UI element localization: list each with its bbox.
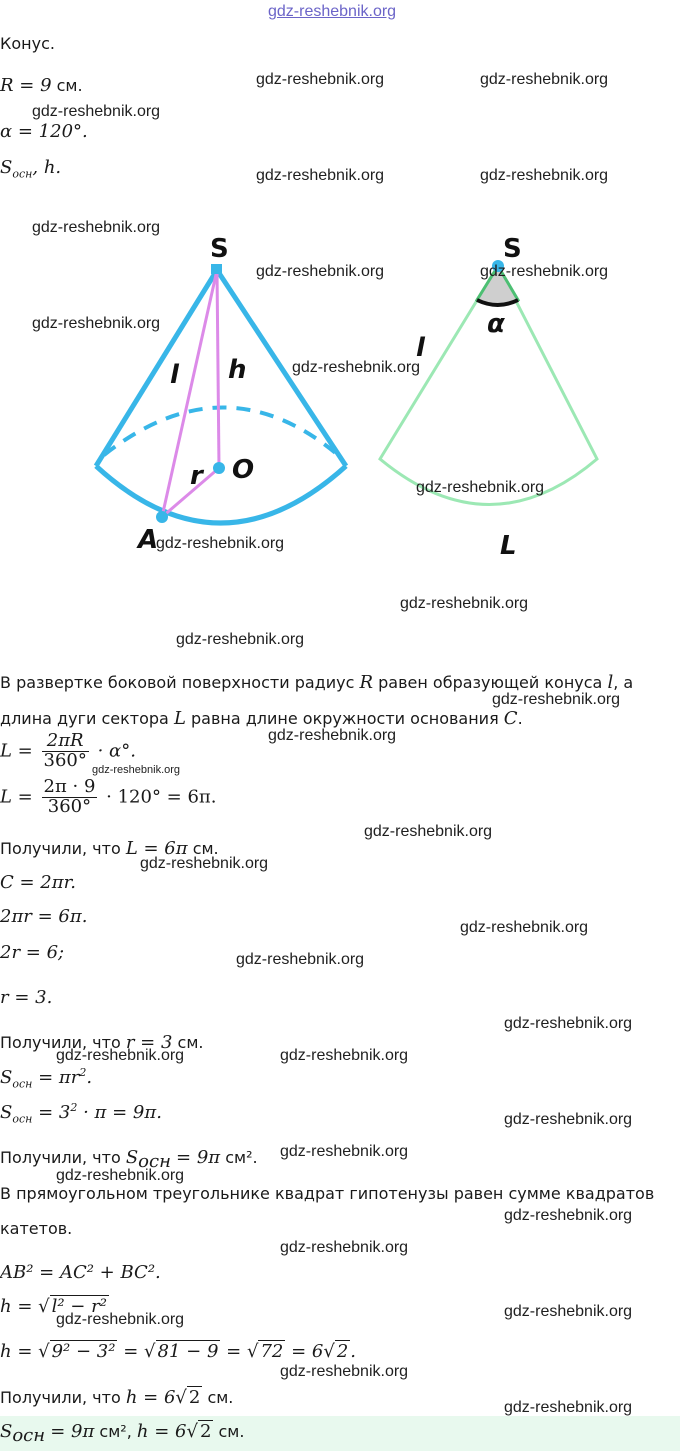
watermark: gdz-reshebnik.org bbox=[56, 1167, 185, 1184]
watermark: gdz-reshebnik.org bbox=[400, 595, 529, 612]
sector-label-arc: L bbox=[500, 531, 517, 561]
label-s: S bbox=[210, 234, 229, 264]
formula-base-area: $S_{осн} = \pi r^2$. bbox=[0, 1066, 93, 1091]
watermark: gdz-reshebnik.org bbox=[280, 1143, 409, 1160]
watermark: gdz-reshebnik.org bbox=[256, 263, 385, 280]
formula-base-area-value: $S_{осн} = 3^2 \cdot \pi = 9\pi$. bbox=[0, 1101, 162, 1126]
point-a bbox=[156, 511, 168, 523]
eq-2r: 2r = 6; bbox=[0, 942, 65, 963]
watermark: gdz-reshebnik.org bbox=[280, 1363, 409, 1380]
watermark: gdz-reshebnik.org bbox=[268, 727, 397, 744]
result-area: Получили, что $S_{осн} = 9\pi$ см². bbox=[0, 1147, 258, 1173]
watermark: gdz-reshebnik.org bbox=[480, 167, 609, 184]
watermark: gdz-reshebnik.org bbox=[56, 1311, 185, 1328]
answer-line: $S_{осн} = 9\pi$ см², h = 6√ 2 см. bbox=[0, 1421, 245, 1447]
sector-label-l: l bbox=[416, 333, 425, 363]
watermark: gdz-reshebnik.org bbox=[56, 1047, 185, 1064]
answer-box bbox=[0, 1416, 680, 1451]
watermark: gdz-reshebnik.org bbox=[176, 631, 305, 648]
eq-pythagoras: AB² = AC² + BC². bbox=[0, 1262, 161, 1283]
watermark: gdz-reshebnik.org bbox=[256, 167, 385, 184]
watermark: gdz-reshebnik.org bbox=[504, 1015, 633, 1032]
label-o: O bbox=[232, 455, 255, 485]
label-l: l bbox=[170, 360, 179, 390]
result-arc: Получили, что L = 6π см. bbox=[0, 838, 219, 859]
given-radius: R = 9 см. bbox=[0, 75, 83, 96]
formula-arc-length: L = $\frac{2\pi R}{360^\circ}$ · α°. bbox=[0, 730, 136, 771]
text-para-3: В прямоугольном треугольнике квадрат гипотенузы равен сумме квадратов bbox=[0, 1184, 655, 1203]
watermark: gdz-reshebnik.org bbox=[492, 691, 621, 708]
watermark: gdz-reshebnik.org bbox=[156, 535, 285, 552]
text-para-1: В развертке боковой поверхности радиус R равен образующей конуса l, а bbox=[0, 672, 634, 693]
eq-circumference: C = 2πr. bbox=[0, 872, 76, 893]
eq-r: r = 3. bbox=[0, 987, 53, 1008]
watermark: gdz-reshebnik.org bbox=[32, 315, 161, 332]
watermark: gdz-reshebnik.org bbox=[504, 1207, 633, 1224]
watermark: gdz-reshebnik.org bbox=[256, 71, 385, 88]
watermark: gdz-reshebnik.org bbox=[504, 1303, 633, 1320]
watermark: gdz-reshebnik.org bbox=[480, 71, 609, 88]
watermark: gdz-reshebnik.org bbox=[32, 219, 161, 236]
result-height: Получили, что h = 6√ 2 см. bbox=[0, 1387, 234, 1408]
sector-drawing bbox=[380, 234, 597, 561]
label-r: r bbox=[190, 461, 203, 491]
watermark: gdz-reshebnik.org bbox=[480, 263, 609, 280]
text-para-2: длина дуги сектора L равна длине окружности основания C. bbox=[0, 708, 523, 729]
center-point bbox=[213, 462, 225, 474]
sector-label-alpha: α bbox=[487, 309, 505, 339]
label-a: A bbox=[138, 525, 159, 555]
sector-label-s: S bbox=[503, 234, 522, 264]
watermark: gdz-reshebnik.org bbox=[364, 823, 493, 840]
result-radius: Получили, что r = 3 см. bbox=[0, 1032, 204, 1053]
watermark-link[interactable]: gdz-reshebnik.org bbox=[268, 3, 397, 20]
cone-drawing bbox=[96, 234, 346, 555]
apex-point bbox=[211, 264, 222, 274]
text-para-4: катетов. bbox=[0, 1219, 73, 1238]
eq-equal: 2πr = 6π. bbox=[0, 906, 88, 927]
eq-height: h = √ l² − r² bbox=[0, 1296, 107, 1317]
cone-left-generatrix bbox=[96, 270, 217, 466]
watermark: gdz-reshebnik.org bbox=[280, 1239, 409, 1256]
formula-arc-value: L = $\frac{2\pi \cdot 9}{360^\circ}$ · 120° = 6π. bbox=[0, 776, 217, 817]
cone-base-front-arc bbox=[96, 466, 346, 523]
watermark: gdz-reshebnik.org bbox=[280, 1047, 409, 1064]
watermark: gdz-reshebnik.org bbox=[32, 103, 161, 120]
watermark: gdz-reshebnik.org bbox=[504, 1111, 633, 1128]
watermark: gdz-reshebnik.org bbox=[504, 1399, 633, 1416]
label-h: h bbox=[228, 355, 247, 385]
watermark: gdz-reshebnik.org bbox=[92, 764, 181, 776]
height-h-line bbox=[217, 270, 219, 468]
watermark: gdz-reshebnik.org bbox=[292, 359, 421, 376]
watermark: gdz-reshebnik.org bbox=[460, 919, 589, 936]
watermark: gdz-reshebnik.org bbox=[236, 951, 365, 968]
cone-base-back-arc bbox=[104, 408, 338, 456]
find-line: $S_{осн}$, h. bbox=[0, 157, 62, 181]
watermark: gdz-reshebnik.org bbox=[140, 855, 269, 872]
eq-height-value: h = √ 9² − 3² = √ 81 − 9 = √ 72 = 6√ 2 . bbox=[0, 1341, 357, 1362]
watermark: gdz-reshebnik.org bbox=[416, 479, 545, 496]
cone-figure bbox=[0, 230, 680, 570]
problem-title: Конус. bbox=[0, 34, 55, 53]
given-angle: α = 120°. bbox=[0, 121, 88, 142]
